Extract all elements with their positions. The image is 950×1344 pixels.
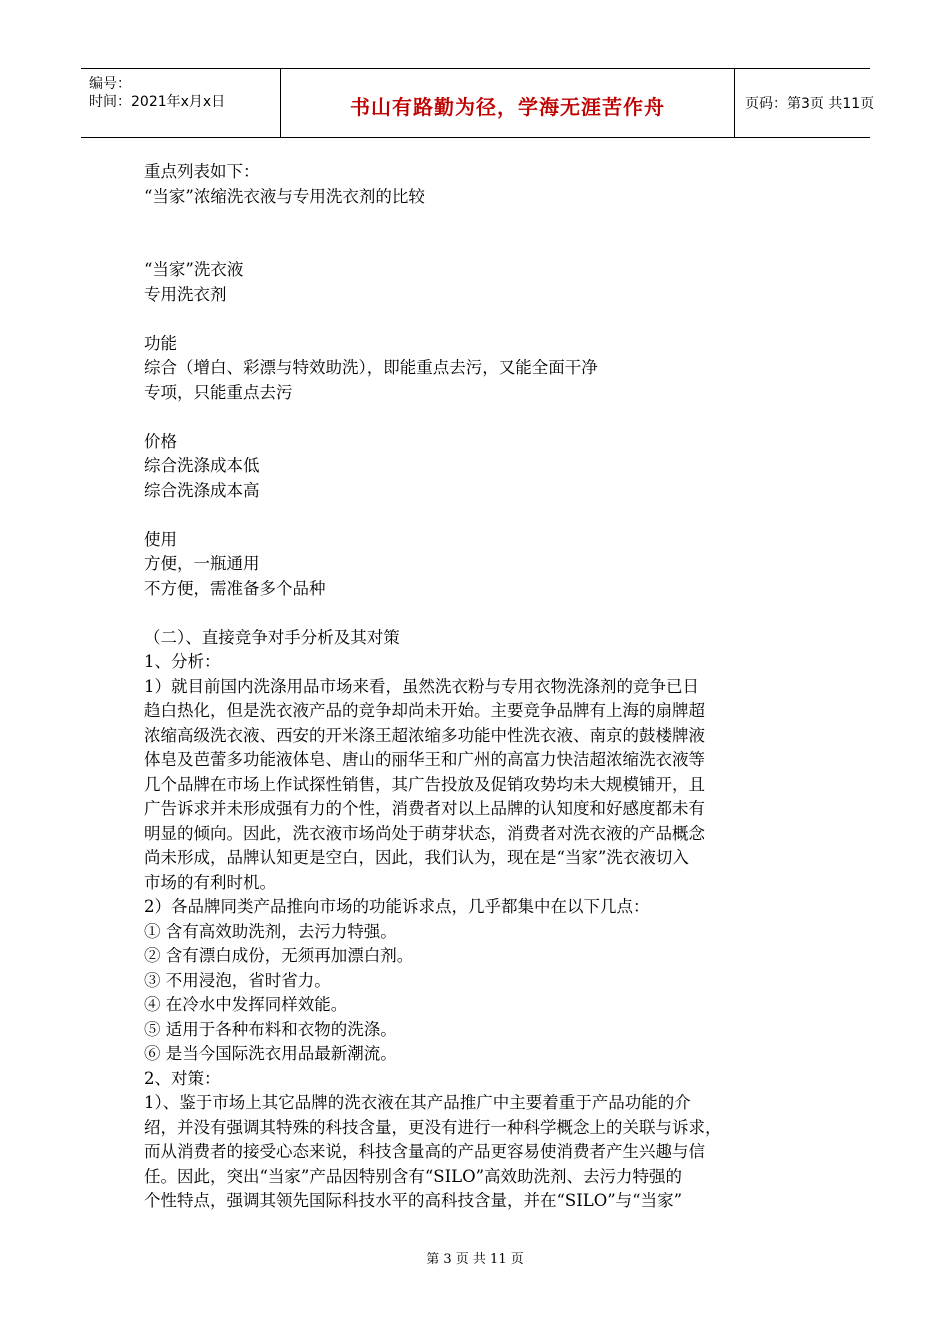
header-page-cell: [735, 69, 875, 137]
text-line: 2）各品牌同类产品推向市场的功能诉求点，几乎都集中在以下几点：: [144, 897, 650, 916]
text-line: “当家”洗衣液: [144, 260, 244, 279]
header-meta-cell: [81, 69, 281, 137]
text-line: 尚未形成，品牌认知更是空白，因此，我们认为，现在是“当家”洗衣液切入: [144, 848, 689, 867]
text-line: 个性特点，强调其领先国际科技水平的高科技含量，并在“SILO”与“当家”: [144, 1191, 683, 1210]
page-info: 页码：第3页 共11页: [745, 96, 875, 112]
date-line: 时间：2021年x月x日: [89, 94, 226, 110]
page-header: [81, 68, 875, 138]
text-line: 广告诉求并未形成强有力的个性，消费者对以上品牌的认知度和好感度都未有: [144, 799, 705, 818]
serial-label: 编号：: [89, 76, 131, 92]
motto-text: 书山有路勤为径，学海无涯苦作舟: [350, 95, 665, 119]
text-line: 1）就目前国内洗涤用品市场来看，虽然洗衣粉与专用衣物洗涤剂的竞争已日: [144, 676, 699, 696]
page-footer: 第 3 页 共 11 页: [426, 1252, 524, 1267]
text-line: 综合洗涤成本高: [144, 480, 260, 500]
text-line: 任。因此，突出“当家”产品因特别含有“SILO”高效助洗剂、去污力特强的: [144, 1166, 683, 1186]
comparison-title: “当家”浓缩洗衣液与专用洗衣剂的比较: [144, 186, 425, 206]
list-item: ⑤ 适用于各种布料和衣物的洗涤。: [144, 1019, 397, 1039]
header-motto-cell: [281, 69, 735, 137]
text-line: 重点列表如下：: [144, 162, 260, 181]
text-line: 综合（增白、彩漂与特效助洗），即能重点去污，又能全面干净: [144, 358, 598, 377]
text-line: 市场的有利时机。: [144, 872, 276, 892]
text-line: 绍，并没有强调其特殊的科技含量，更没有进行一种科学概念上的关联与诉求，: [144, 1117, 722, 1137]
text-line: 方便，一瓶通用: [144, 554, 260, 573]
text-line: 几个品牌在市场上作试探性销售，其广告投放及促销攻势均未大规模铺开，且: [144, 774, 705, 794]
list-item: ④ 在冷水中发挥同样效能。: [144, 995, 348, 1014]
subsection-heading: 1、分析：: [144, 652, 221, 671]
text-line: 体皂及芭蕾多功能液体皂、唐山的丽华王和广州的高富力快洁超浓缩洗衣液等: [144, 750, 705, 769]
list-item: ⑥ 是当今国际洗衣用品最新潮流。: [144, 1044, 397, 1063]
document-body: [144, 160, 814, 1214]
text-line: 浓缩高级洗衣液、西安的开米涤王超浓缩多功能中性洗衣液、南京的鼓楼牌液: [144, 725, 705, 745]
text-line: 综合洗涤成本低: [144, 456, 260, 475]
text-line: 价格: [144, 431, 177, 451]
section-heading: （二）、直接竞争对手分析及其对策: [144, 627, 400, 647]
list-item: ③ 不用浸泡，省时省力。: [144, 970, 331, 990]
text-line: 趋白热化，但是洗衣液产品的竞争却尚未开始。主要竞争品牌有上海的扇牌超: [144, 701, 705, 720]
text-line: 使用: [144, 529, 177, 549]
text-line: 专项，只能重点去污: [144, 382, 293, 402]
list-item: ② 含有漂白成份，无须再加漂白剂。: [144, 946, 414, 965]
text-line: 而从消费者的接受心态来说，科技含量高的产品更容易使消费者产生兴趣与信: [144, 1142, 705, 1161]
text-line: 1）、鉴于市场上其它品牌的洗衣液在其产品推广中主要着重于产品功能的介: [144, 1093, 691, 1112]
text-line: 明显的倾向。因此，洗衣液市场尚处于萌芽状态，消费者对洗衣液的产品概念: [144, 823, 705, 843]
list-item: ① 含有高效助洗剂，去污力特强。: [144, 921, 397, 941]
text-line: 专用洗衣剂: [144, 284, 227, 304]
text-line: 功能: [144, 333, 177, 353]
text-line: 不方便，需准备多个品种: [144, 578, 326, 598]
subsection-heading: 2、对策：: [144, 1068, 221, 1088]
